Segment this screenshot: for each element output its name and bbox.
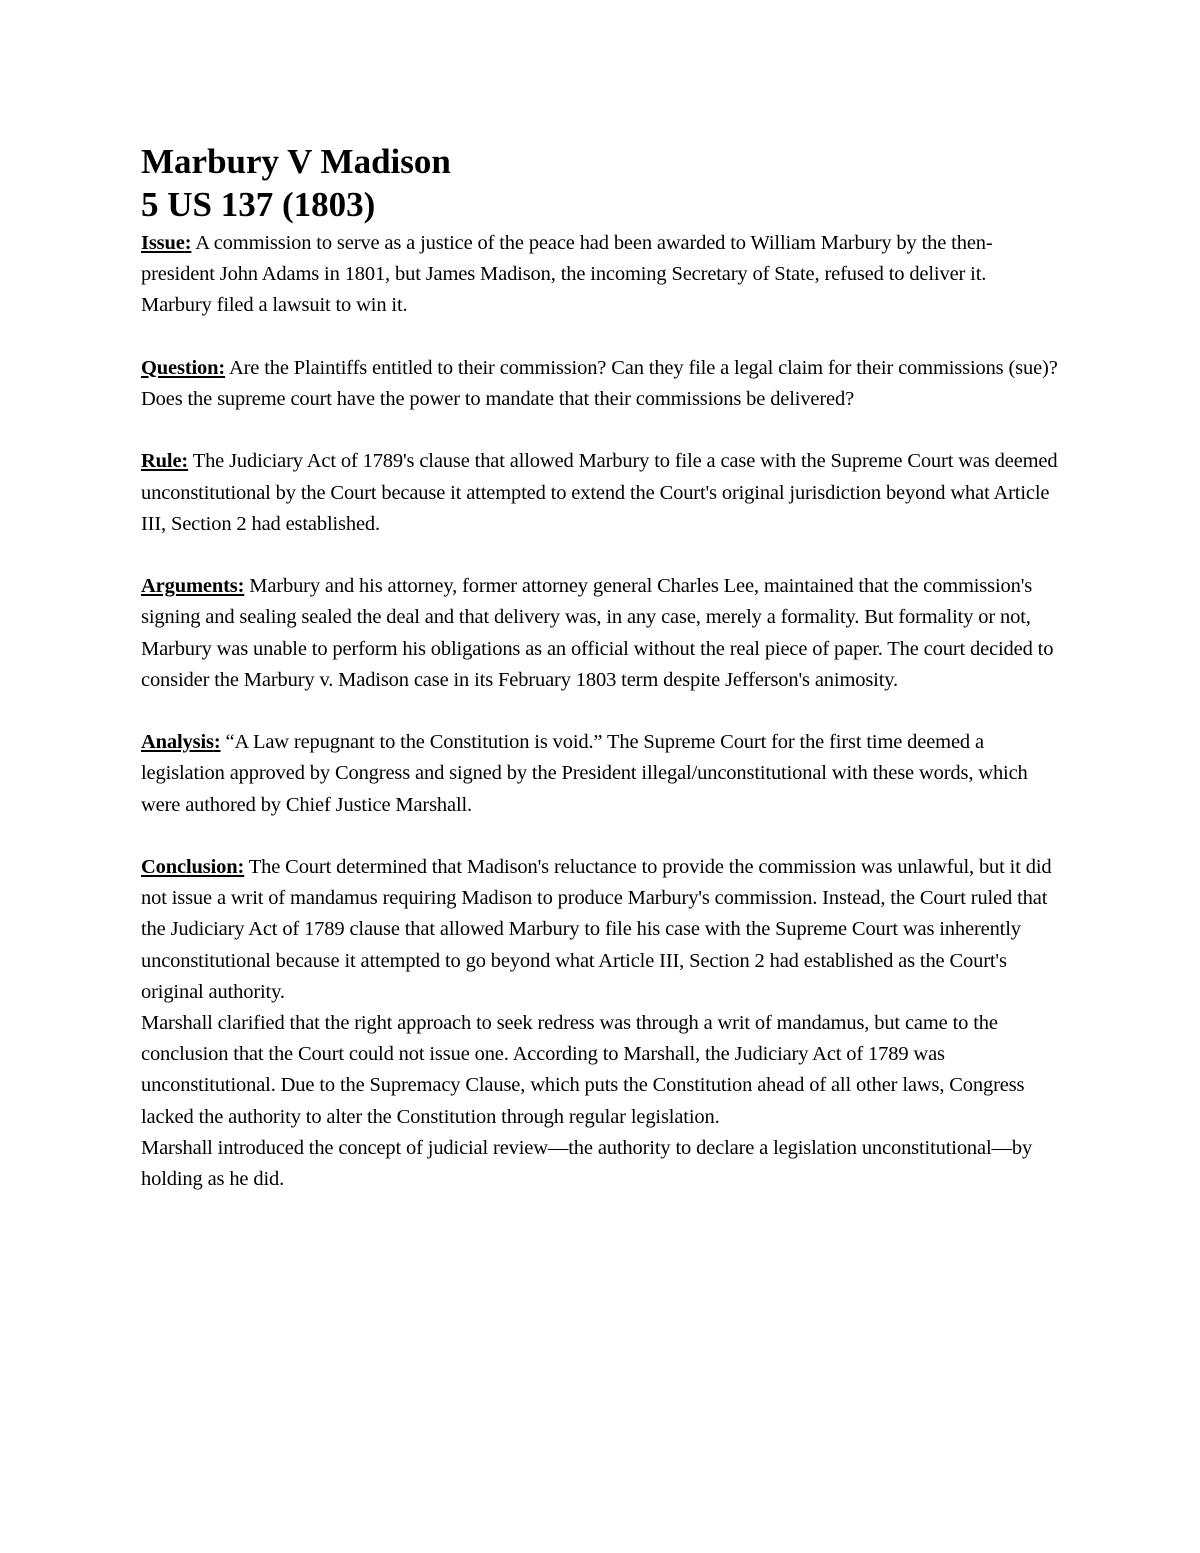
- issue-text: A commission to serve as a justice of the peace had been awarded to William Marbury by the then-president John Adams in 1801, but James Madison, the incoming Secretary of State, refused to deliver it. Marbury filed a lawsuit to win it.: [141, 232, 993, 317]
- paragraph-spacer: [141, 415, 1061, 446]
- conclusion-paragraph: [141, 852, 1061, 1008]
- document-title: Marbury V Madison: [141, 142, 451, 181]
- paragraph-spacer: [141, 540, 1061, 571]
- issue-paragraph: [141, 228, 1061, 322]
- conclusion-text: The Court determined that Madison's reluctance to provide the commission was unlawful, but it did not issue a writ of mandamus requiring Madison to produce Marbury's commission. Instead, the Court ruled that the Judiciary Act of 1789 clause that allowed Marbury to file his case with the Supreme Court was inherently unconstitutional because it attempted to go beyond what Article III, Section 2 had established as the Court's original authority.: [141, 855, 1052, 1003]
- conclusion-label: Conclusion:: [141, 855, 245, 878]
- issue-label: Issue:: [141, 232, 192, 254]
- paragraph-spacer: [141, 322, 1061, 353]
- document-page: [141, 140, 1061, 1195]
- paragraph-spacer: [141, 821, 1061, 852]
- arguments-paragraph: [141, 571, 1061, 696]
- conclusion-final-paragraph: Marshall introduced the concept of judicial review—the authority to declare a legislation unconstitutional—by holding as he did.: [141, 1136, 1033, 1191]
- case-citation: 5 US 137 (1803): [141, 185, 376, 224]
- question-text: Are the Plaintiffs entitled to their commission? Can they file a legal claim for their commissions (sue)? Does the supreme court have the power to mandate that their commissions be delivered?: [141, 356, 1058, 410]
- rule-label: Rule:: [141, 450, 189, 473]
- analysis-paragraph: [141, 727, 1061, 821]
- rule-paragraph: [141, 446, 1061, 540]
- paragraph-spacer: [141, 696, 1061, 727]
- arguments-text: Marbury and his attorney, former attorney general Charles Lee, maintained that the commission's signing and sealing sealed the deal and that delivery was, in any case, merely a formality. But formality or not, Marbury was unable to perform his obligations as an official without the real piece of paper. The court decided to consider the Marbury v. Madison case in its February 1803 term despite Jefferson's animosity.: [141, 575, 1054, 691]
- analysis-text: “A Law repugnant to the Constitution is void.” The Supreme Court for the first time deemed a legislation approved by Congress and signed by the President illegal/unconstitutional with these words, which were authored by Chief Justice Marshall.: [141, 731, 1028, 816]
- conclusion-continuation-paragraph: Marshall clarified that the right approach to seek redress was through a writ of mandamus, but came to the conclusion that the Court could not issue one. According to Marshall, the Judiciary Act of 1789 was unconstitutional. Due to the Supremacy Clause, which puts the Constitution ahead of all other laws, Congress lacked the authority to alter the Constitution through regular legislation.: [141, 1012, 1025, 1128]
- question-label: Question:: [141, 356, 226, 379]
- analysis-label: Analysis:: [141, 731, 221, 754]
- question-paragraph: [141, 353, 1061, 415]
- arguments-label: Arguments:: [141, 575, 245, 598]
- rule-text: The Judiciary Act of 1789's clause that allowed Marbury to file a case with the Supreme Court was deemed unconstitutional by the Court because it attempted to extend the Court's original jurisdiction beyond what Article III, Section 2 had established.: [141, 450, 1058, 535]
